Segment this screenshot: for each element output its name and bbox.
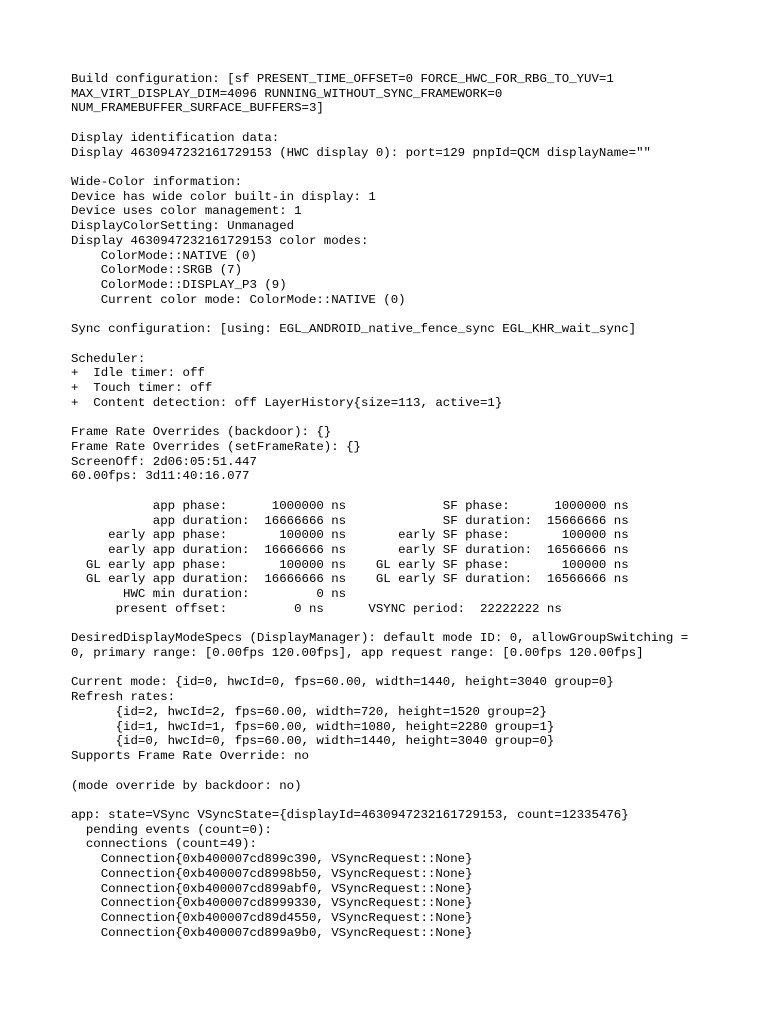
scheduler-item: + Content detection: off LayerHistory{size=113, active=1} [71, 395, 503, 410]
build-config-line-3: NUM_FRAMEBUFFER_SURFACE_BUFFERS=3] [71, 101, 324, 116]
phase-table-row: early app phase: 100000 ns early SF phase: 100000 ns [71, 528, 629, 543]
color-mode-item: ColorMode::NATIVE (0) [71, 248, 257, 263]
phase-table-row: present offset: 0 ns VSYNC period: 22222222 ns [71, 601, 562, 616]
connection-item: Connection{0xb400007cd8999330, VSyncRequest::None} [71, 896, 473, 911]
blank-line [71, 484, 761, 499]
scheduler-item: + Idle timer: off [71, 366, 205, 381]
app-vsync-state-line: app: state=VSync VSyncState={displayId=4630947232161729153, count=12335476} [71, 807, 629, 822]
connection-item: Connection{0xb400007cd8998b50, VSyncRequest::None} [71, 866, 473, 881]
refresh-rate-item: {id=0, hwcId=0, fps=60.00, width=1440, height=3040 group=0} [71, 734, 555, 749]
phase-table-row: app phase: 1000000 ns SF phase: 1000000 ns [71, 498, 629, 513]
frame-rate-override-line: Frame Rate Overrides (setFrameRate): {} [71, 439, 361, 454]
desired-mode-specs-line-2: 0, primary range: [0.00fps 120.00fps], app request range: [0.00fps 120.00fps] [71, 646, 644, 661]
color-mode-item: ColorMode::SRGB (7) [71, 263, 243, 278]
blank-line [71, 308, 761, 323]
display-color-setting-line: DisplayColorSetting: Unmanaged [71, 219, 295, 234]
connection-item: Connection{0xb400007cd899c390, VSyncRequest::None} [71, 852, 473, 867]
color-mode-item: ColorMode::DISPLAY_P3 (9) [71, 278, 287, 293]
blank-line [71, 160, 761, 175]
color-management-line: Device uses color management: 1 [71, 204, 302, 219]
desired-mode-specs-line-1: DesiredDisplayModeSpecs (DisplayManager): default mode ID: 0, allowGroupSwitching = [71, 631, 689, 646]
display-id-heading: Display identification data: [71, 130, 280, 145]
screen-off-line: ScreenOff: 2d06:05:51.447 [71, 454, 257, 469]
blank-line [71, 116, 761, 131]
frame-rate-override-support-line: Supports Frame Rate Override: no [71, 749, 309, 764]
refresh-rates-heading: Refresh rates: [71, 690, 176, 705]
current-mode-line: Current mode: {id=0, hwcId=0, fps=60.00, width=1440, height=3040 group=0} [71, 675, 614, 690]
phase-table-row: GL early app phase: 100000 ns GL early SF phase: 100000 ns [71, 557, 629, 572]
display-id-line: Display 4630947232161729153 (HWC display 0): port=129 pnpId=QCM displayName="" [71, 145, 651, 160]
blank-line [71, 617, 761, 632]
build-config-line-2: MAX_VIRT_DISPLAY_DIM=4096 RUNNING_WITHOUT_SYNC_FRAMEWORK=0 [71, 86, 503, 101]
blank-line [71, 793, 761, 808]
current-color-mode-line: Current color mode: ColorMode::NATIVE (0) [71, 292, 406, 307]
connection-item: Connection{0xb400007cd89d4550, VSyncRequest::None} [71, 910, 473, 925]
blank-line [71, 764, 761, 779]
scheduler-item: + Touch timer: off [71, 381, 213, 396]
blank-line [71, 661, 761, 676]
connections-heading: connections (count=49): [71, 837, 257, 852]
scheduler-heading: Scheduler: [71, 351, 146, 366]
wide-color-heading: Wide-Color information: [71, 175, 243, 190]
wide-color-line: Device has wide color built-in display: 1 [71, 189, 376, 204]
pending-events-line: pending events (count=0): [71, 822, 272, 837]
frame-rate-override-line: Frame Rate Overrides (backdoor): {} [71, 425, 332, 440]
mode-override-line: (mode override by backdoor: no) [71, 778, 302, 793]
build-config-line-1: Build configuration: [sf PRESENT_TIME_OFFSET=0 FORCE_HWC_FOR_RBG_TO_YUV=1 [71, 72, 614, 86]
phase-table-row: HWC min duration: 0 ns [71, 587, 347, 602]
refresh-rate-item: {id=2, hwcId=2, fps=60.00, width=720, height=1520 group=2} [71, 704, 547, 719]
sync-config-line: Sync configuration: [using: EGL_ANDROID_native_fence_sync EGL_KHR_wait_sync] [71, 322, 637, 337]
blank-line [71, 411, 761, 426]
blank-line [71, 337, 761, 352]
fps-time-line: 60.00fps: 3d11:40:16.077 [71, 469, 250, 484]
connection-item: Connection{0xb400007cd899abf0, VSyncRequest::None} [71, 881, 473, 896]
phase-table-row: early app duration: 16666666 ns early SF duration: 16566666 ns [71, 543, 629, 557]
connection-item: Connection{0xb400007cd899a9b0, VSyncRequest::None} [71, 925, 473, 940]
phase-table-row: GL early app duration: 16666666 ns GL early SF duration: 16566666 ns [71, 572, 629, 587]
refresh-rate-item: {id=1, hwcId=1, fps=60.00, width=1080, height=2280 group=1} [71, 719, 555, 734]
color-modes-heading: Display 4630947232161729153 color modes: [71, 233, 369, 248]
dumpsys-text-document [71, 72, 761, 940]
phase-table-row: app duration: 16666666 ns SF duration: 15666666 ns [71, 513, 629, 528]
